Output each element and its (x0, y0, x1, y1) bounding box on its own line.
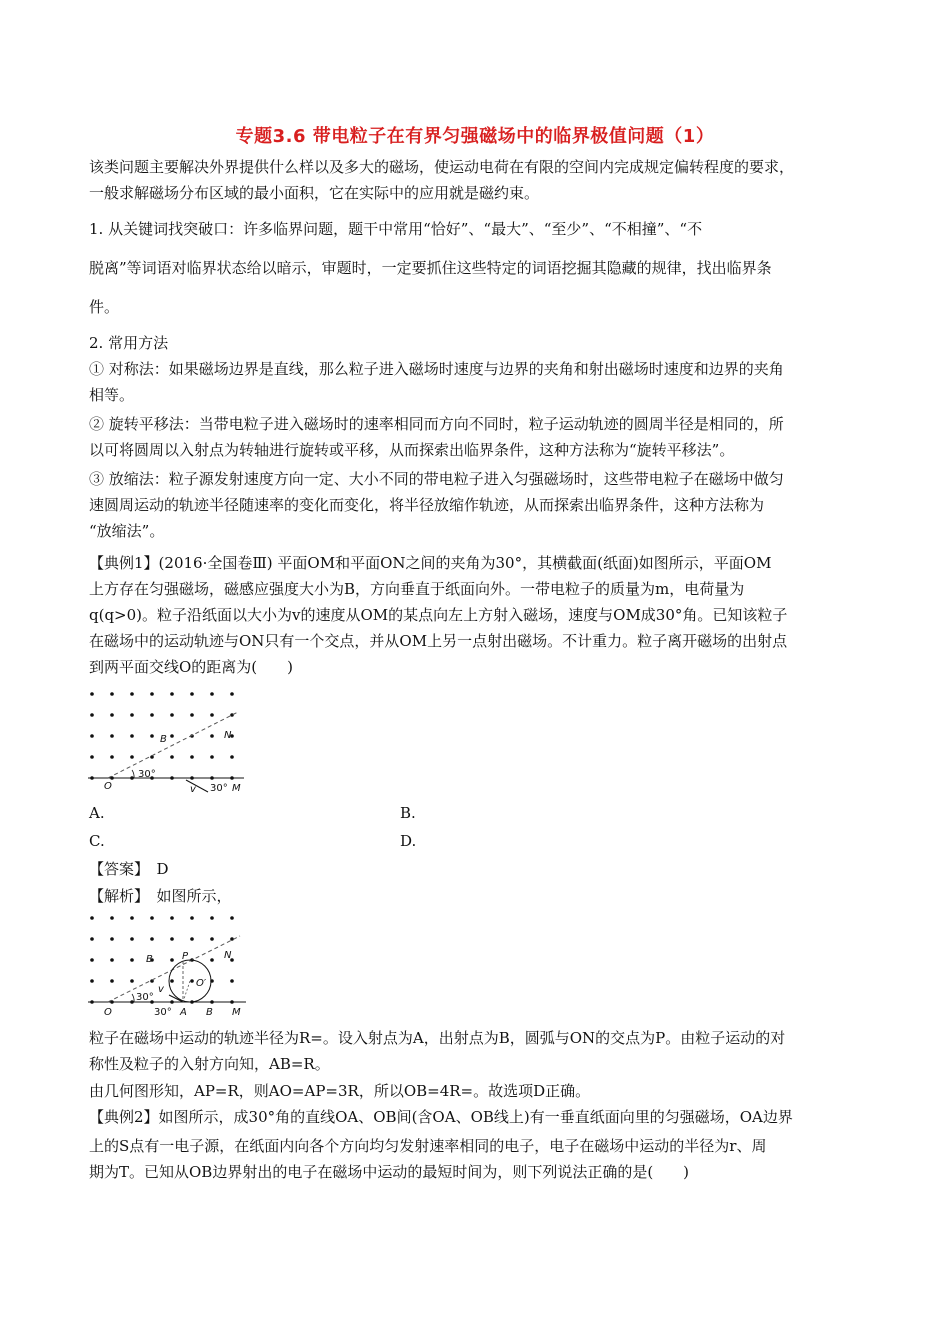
fig2-label-M: M (232, 1007, 241, 1018)
field-dot (130, 958, 134, 962)
field-dot (210, 937, 214, 941)
fig1-label-v: v (190, 784, 196, 795)
field-dot (230, 692, 234, 696)
field-dot (210, 916, 214, 920)
field-dot (110, 916, 114, 920)
field-dot (190, 916, 194, 920)
field-dot (210, 958, 214, 962)
solution-line-2: 称性及粒子的入射方向知，AB=R。 (89, 1055, 330, 1073)
fig2-label-O-prime: O′ (196, 978, 207, 989)
field-dot (110, 713, 114, 717)
fig2-label-O: O (104, 1007, 112, 1018)
fig1-label-N: N (224, 730, 232, 741)
field-dot (210, 755, 214, 759)
fig2-angle-1: 30° (136, 992, 154, 1003)
field-dot (130, 713, 134, 717)
field-dot (190, 692, 194, 696)
field-dot (150, 713, 154, 717)
fig1-label-M: M (232, 783, 241, 794)
field-dot (230, 916, 234, 920)
intro-line-2: 一般求解磁场分布区域的最小面积，它在实际中的应用就是磁约束。 (89, 184, 540, 202)
fig1-label-O: O (104, 781, 112, 792)
figure-2-solution-diagram (86, 912, 250, 1022)
solution-line-3: 由几何图形知，AP=R，则AO=AP=3R，所以OB=4R=。故选项D正确。 (89, 1082, 591, 1100)
field-dot (130, 692, 134, 696)
field-dot (190, 937, 194, 941)
field-dot (190, 755, 194, 759)
field-dot (90, 755, 94, 759)
field-dot (190, 713, 194, 717)
method-line-4: 以可将圆周以入射点为转轴进行旋转或平移，从而探索出临界条件，这种方法称为“旋转平移法”。 (89, 441, 735, 459)
field-dot (90, 713, 94, 717)
fig2-angle-2: 30° (154, 1007, 172, 1018)
field-dot (170, 937, 174, 941)
field-dot (110, 937, 114, 941)
example1-line-1: 【典例1】(2016·全国卷Ⅲ) 平面OM和平面ON之间的夹角为30°，其横截面(纸面)如图所示，平面OM (89, 554, 772, 572)
fig1-label-B: B (160, 734, 167, 745)
example2-line-1: 【典例2】如图所示，成30°角的直线OA、OB间(含OA、OB线上)有一垂直纸面向里的匀强磁场，OA边界 (89, 1108, 793, 1126)
field-dot (210, 713, 214, 717)
field-dot (170, 734, 174, 738)
example2-line-3: 期为T。已知从OB边界射出的电子在磁场中运动的最短时间为，则下列说法正确的是( ) (89, 1163, 690, 1181)
field-dot (130, 937, 134, 941)
solution-line-1: 粒子在磁场中运动的轨迹半径为R=。设入射点为A，出射点为B，圆弧与ON的交点为P。由粒子运动的对 (89, 1029, 786, 1047)
field-dot (90, 692, 94, 696)
intro-line-1: 该类问题主要解决外界提供什么样以及多大的磁场，使运动电荷在有限的空间内完成规定偏转程度的要求， (89, 158, 795, 176)
field-dot (110, 734, 114, 738)
field-dot (110, 755, 114, 759)
point2-title: 2. 常用方法 (89, 334, 169, 352)
method-line-3: ② 旋转平移法：当带电粒子进入磁场时的速率相同而方向不同时，粒子运动轨迹的圆周半径是相同的，所 (89, 415, 784, 433)
field-dot (90, 979, 94, 983)
field-dot (170, 958, 174, 962)
method-line-6: 速圆周运动的轨迹半径随速率的变化而变化，将半径放缩作轨迹，从而探索出临界条件，这种方法称为 (89, 496, 765, 514)
fig2-label-v: v (158, 984, 164, 995)
example1-line-2: 上方存在匀强磁场，磁感应强度大小为B，方向垂直于纸面向外。一带电粒子的质量为m，电荷量为 (89, 580, 745, 598)
field-dot (150, 692, 154, 696)
field-dot (90, 937, 94, 941)
field-dot (130, 755, 134, 759)
method-line-7: “放缩法”。 (89, 522, 165, 540)
page-title: 专题3.6 带电粒子在有界匀强磁场中的临界极值问题（1） (235, 126, 715, 147)
fig1-angle-1: 30° (138, 769, 156, 780)
option-c: C. (89, 832, 105, 850)
method-line-1: ① 对称法：如果磁场边界是直线，那么粒子进入磁场时速度与边界的夹角和射出磁场时速度和边界的夹角 (89, 360, 784, 378)
field-dot (110, 958, 114, 962)
option-d: D. (400, 832, 417, 850)
field-dot (190, 979, 194, 983)
fig2-label-B-upper: B (146, 954, 153, 965)
fig2-label-P: P (182, 951, 189, 962)
field-dot (170, 979, 174, 983)
field-dot (170, 692, 174, 696)
fig2-label-B: B (206, 1007, 213, 1018)
point1-line-3: 件。 (89, 298, 120, 316)
figure-1-magnetic-field-diagram (86, 688, 246, 796)
field-dot (90, 734, 94, 738)
field-dot (230, 979, 234, 983)
example2-line-2: 上的S点有一电子源，在纸面内向各个方向均匀发射速率相同的电子，电子在磁场中运动的半径为r、周 (89, 1137, 767, 1155)
method-line-2: 相等。 (89, 386, 135, 404)
field-dot (170, 713, 174, 717)
field-dot (150, 916, 154, 920)
option-b: B. (400, 804, 416, 822)
option-a: A. (89, 804, 105, 822)
field-dot (210, 692, 214, 696)
fig2-label-N: N (224, 950, 232, 961)
field-dot (150, 937, 154, 941)
field-dot (230, 713, 234, 717)
fig1-angle-2: 30° (210, 783, 228, 794)
answer-line: 【答案】 D (89, 860, 169, 878)
point1-line-1: 1. 从关键词找突破口：许多临界问题，题干中常用“恰好”、“最大”、“至少”、“不相撞”、“不 (89, 220, 703, 238)
field-dot (130, 979, 134, 983)
fig2-label-A: A (180, 1007, 187, 1018)
field-dot (110, 979, 114, 983)
field-dot (130, 734, 134, 738)
analysis-line: 【解析】 如图所示， (89, 887, 232, 905)
example1-line-3: q(q>0)。粒子沿纸面以大小为v的速度从OM的某点向左上方射入磁场，速度与OM成30°角。已知该粒子 (89, 606, 788, 624)
point1-line-2: 脱离”等词语对临界状态给以暗示，审题时，一定要抓住这些特定的词语挖掘其隐藏的规律，找出临界条 (89, 259, 772, 277)
example1-line-5: 到两平面交线O的距离为( ) (89, 658, 294, 676)
field-dot (90, 958, 94, 962)
field-dot (90, 916, 94, 920)
field-dot (170, 755, 174, 759)
method-line-5: ③ 放缩法：粒子源发射速度方向一定、大小不同的带电粒子进入匀强磁场时，这些带电粒子在磁场中做匀 (89, 470, 784, 488)
field-dot (150, 734, 154, 738)
field-dot (210, 734, 214, 738)
field-dot (230, 755, 234, 759)
field-dot (110, 692, 114, 696)
field-dot (170, 916, 174, 920)
field-dot (130, 916, 134, 920)
example1-line-4: 在磁场中的运动轨迹与ON只有一个交点，并从OM上另一点射出磁场。不计重力。粒子离开磁场的出射点 (89, 632, 788, 650)
